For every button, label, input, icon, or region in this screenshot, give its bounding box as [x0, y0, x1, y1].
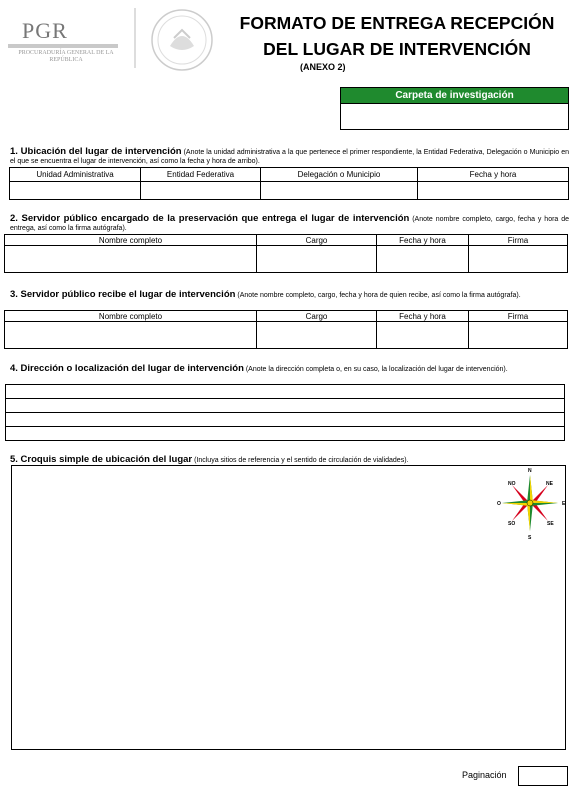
address-lines[interactable]	[5, 384, 565, 441]
title-line-1: FORMATO DE ENTREGA RECEPCIÓN	[239, 13, 555, 33]
pgr-logo-text: PGR	[22, 18, 68, 43]
header-divider	[134, 8, 136, 68]
field-cargo[interactable]	[257, 246, 377, 273]
section-2-header	[10, 214, 569, 233]
compass-se: SE	[547, 521, 554, 527]
compass-rose-icon	[487, 467, 567, 541]
field-nombre-completo[interactable]	[5, 246, 257, 273]
section-2-instructions: (Anote nombre completo, cargo, fecha y hora de entrega, así como la firma autógrafa).	[10, 216, 569, 232]
compass-s: S	[528, 535, 532, 541]
col-fecha-hora: Fecha y hora	[377, 311, 469, 322]
section-5-instructions: (Incluya sitios de referencia y el sentido de circulación de vialidades).	[194, 457, 409, 464]
col-nombre-completo: Nombre completo	[5, 311, 257, 322]
field-unidad-administrativa[interactable]	[10, 182, 141, 200]
annex-label: (ANEXO 2)	[300, 62, 346, 72]
section-4-header	[10, 364, 569, 374]
section-3-table	[4, 310, 568, 349]
field-nombre-completo[interactable]	[5, 322, 257, 349]
section-4-heading: 4. Dirección o localización del lugar de intervención	[10, 363, 244, 374]
pagination-field[interactable]	[518, 766, 568, 786]
national-seal-icon	[150, 8, 214, 72]
section-5-heading: 5. Croquis simple de ubicación del lugar	[10, 454, 193, 465]
compass-so: SO	[508, 521, 516, 527]
section-2-table	[4, 234, 568, 273]
carpeta-box	[340, 87, 569, 130]
col-delegacion-municipio: Delegación o Municipio	[261, 168, 418, 182]
section-4-instructions: (Anote la dirección completa o, en su caso, la localización del lugar de intervención).	[245, 366, 508, 373]
logo-divider	[8, 44, 118, 48]
section-1-instructions: (Anote la unidad administrativa a la que pertenece el primer respondiente, la Entidad Federativa, Delegación o Municipio en el que se encuentra el lugar de intervención, así como la fecha y hora de arribo).	[10, 149, 569, 165]
field-firma[interactable]	[469, 322, 568, 349]
field-fecha-hora[interactable]	[377, 322, 469, 349]
col-nombre-completo: Nombre completo	[5, 235, 257, 246]
col-entidad-federativa: Entidad Federativa	[141, 168, 261, 182]
compass-n: N	[528, 468, 532, 474]
section-5-header	[10, 455, 569, 465]
field-cargo[interactable]	[257, 322, 377, 349]
col-firma: Firma	[469, 235, 568, 246]
title-line-2: DEL LUGAR DE INTERVENCIÓN	[263, 39, 531, 59]
section-2-heading: 2. Servidor público encargado de la preservación que entrega el lugar de intervención	[10, 213, 410, 224]
col-fecha-hora: Fecha y hora	[377, 235, 469, 246]
compass-e: E	[562, 501, 566, 507]
section-1-heading: 1. Ubicación del lugar de intervención	[10, 146, 182, 157]
carpeta-label: Carpeta de investigación	[341, 88, 568, 104]
section-3-instructions: (Anote nombre completo, cargo, fecha y hora de quien recibe, así como la firma autógrafa).	[237, 292, 521, 299]
section-1-header	[10, 147, 569, 166]
col-unidad-administrativa: Unidad Administrativa	[10, 168, 141, 182]
col-cargo: Cargo	[257, 235, 377, 246]
field-delegacion-municipio[interactable]	[261, 182, 418, 200]
carpeta-field[interactable]	[341, 104, 568, 130]
logo-subtitle: PROCURADURÍA GENERAL DE LA REPÚBLICA	[18, 50, 114, 63]
section-3-header	[10, 290, 569, 300]
compass-o: O	[497, 501, 501, 507]
col-fecha-hora: Fecha y hora	[418, 168, 569, 182]
field-firma[interactable]	[469, 246, 568, 273]
compass-no: NO	[508, 481, 516, 487]
pagination-label: Paginación	[462, 770, 507, 780]
sketch-area[interactable]	[11, 465, 566, 750]
compass-ne: NE	[546, 481, 553, 487]
col-cargo: Cargo	[257, 311, 377, 322]
section-3-heading: 3. Servidor público recibe el lugar de intervención	[10, 289, 236, 300]
page-title	[222, 10, 572, 62]
col-firma: Firma	[469, 311, 568, 322]
field-entidad-federativa[interactable]	[141, 182, 261, 200]
field-fecha-hora[interactable]	[418, 182, 569, 200]
field-fecha-hora[interactable]	[377, 246, 469, 273]
section-1-table	[9, 167, 569, 200]
